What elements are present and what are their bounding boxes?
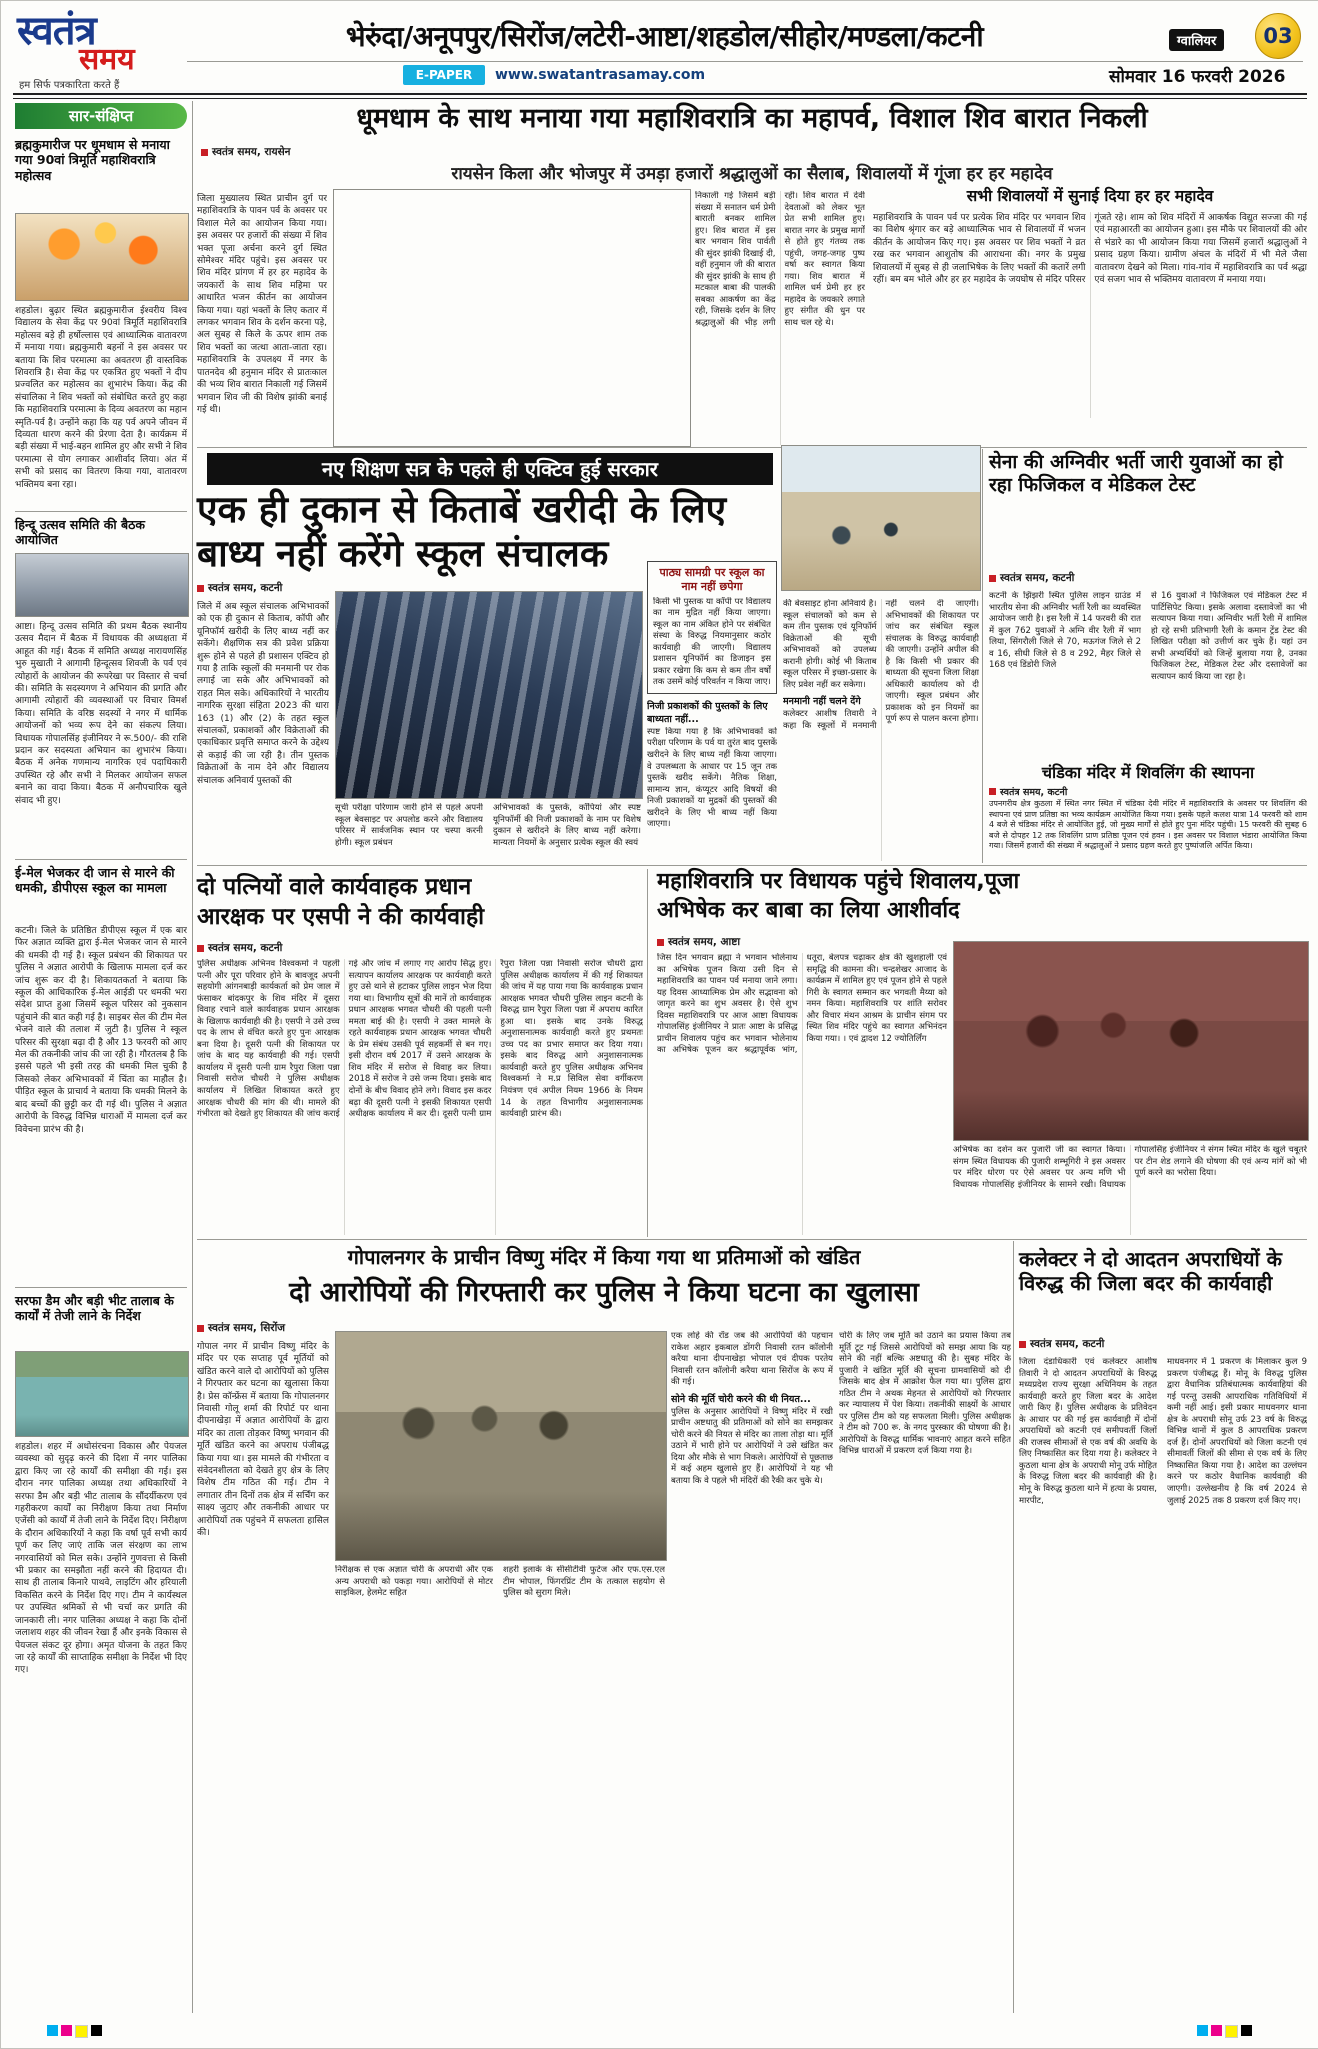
vandal-subhead-gold-idol: सोने की मूर्ति चोरी करने की थी नियत...: [671, 1393, 811, 1405]
sp-headline-line2: आरक्षक पर एसपी ने की कार्यवाही: [197, 904, 485, 930]
collector-headline: कलेक्टर ने दो आदतन अपराधियों के विरुद्ध की जिला बदर की कार्यवाही: [1019, 1247, 1282, 1296]
books-headline-line1: एक ही दुकान से किताबें खरीदी के लिए: [197, 488, 727, 531]
books-private-publishers-body: स्पष्ट किया गया है कि अभिभावकों को परीक्षा परिणाम के पर्व या तुरंत बाद पुस्तकें खरीदने के लिए बाध्य नहीं किया जाएगा। वे उपलब्धता के आधार पर 15 जून तक पुस्तकें खरीद सकेंगे। नैतिक शिक्षा, सामान्य ज्ञान, कंप्यूटर आदि विषयों की निजी प्रकाशकों या मुद्रकों की पुस्तकों की खरीदने के लिए भी बाध्य नहीं किया जाएगा।: [647, 726, 777, 830]
website-link[interactable]: www.swatantrasamay.com: [495, 67, 706, 83]
pond-inspection-photo: [15, 1351, 189, 1437]
registration-marks-cmyk-right: [1197, 2025, 1252, 2038]
books-rule-box-title: पाठ्य सामग्री पर स्कूल का नाम नहीं छपेगा: [659, 566, 765, 593]
divider: [982, 449, 983, 863]
books-subhead-private-publishers: निजी प्रकाशकों की पुस्तकों के लिए बाध्यता नहीं...: [647, 700, 768, 725]
sidebar-body-brahmakumari: शहडोल। बुढ़ार स्थित ब्रह्मकुमारीज ईश्वरीय विश्व विद्यालय के सेवा केंद्र पर 90वां त्रिमूर्ति महाशिवरात्रि महोत्सव बड़े ही हर्षोल्लास एवं आध्यात्मिक वातावरण में मनाया गया। ब्रह्मकुमारी बहनों ने इस अवसर पर बताया कि शिव परमात्मा का अवतरण ही वास्तविक शिवरात्रि है। सेवा केंद्र पर एकत्रित हुए भक्तों ने दीप प्रज्वलित कर महोत्सव का शुभारंभ किया। केंद्र की संचालिका ने शिव भक्तों को संबोधित करते हुए कहा कि महाशिवरात्रि परमात्मा के दिव्य अवतरण का महान स्मृति-पर्व है। उन्होंने कहा कि यह पर्व अपने जीवन में दिव्यता धारण करने की प्रेरणा देता है। कार्यक्रम में बड़ी संख्या में भाई-बहन शामिल हुए और सभी ने शिव परमात्मा से योग लगाकर आशीर्वाद लिया। अंत में सभी को प्रसाद का वितरण किया गया, वातावरण भक्तिमय बना रहा।: [15, 306, 187, 490]
byline-text: स्वतंत्र समय, कटनी: [1000, 787, 1068, 798]
sp-byline: [197, 941, 282, 955]
sidebar-headline-sarfa-dam: सरफा डैम और बड़ी भीट तालाब के कार्यों में तेजी लाने के निर्देश: [15, 1293, 174, 1324]
shiv-col1: जिला मुख्यालय स्थित प्राचीन दुर्ग पर महाशिवरात्रि के पावन पर्व के अवसर पर विशाल मेले का आयोजन किया गया। इस अवसर पर हजारों की संख्या में शिव भक्त पूजा अर्चना करने दुर्ग स्थित सोमेश्वर मंदिर पहुंचे। इस अवसर पर शिव मंदिर प्रांगण में हर हर महादेव के जयकारों के साथ शिव महिमा पर आधारित भजन कीर्तन का आयोजन किया गया। यहां भक्तों के लिए कतार में लगकर भगवान शिव के दर्शन करना पड़े, अल सुबह से किले के ऊपर शाम तक शिव भक्तों का जत्था आता-जाता रहा। महाशिवरात्रि के उपलक्ष्य में नगर के पातनदेव श्री हनुमान मंदिर से प्रातःकाल की भव्य शिव बारात निकाली गई जिसमें भगवान शिव जी की विशेष झांकी बनाई गई थी।: [197, 194, 327, 415]
collector-col2: माधवनगर में 1 प्रकरण के मिलाकर कुल 9 प्रकरण पंजीबद्ध हैं। मोनू के विरुद्ध पुलिस द्वारा वैधानिक प्रतिबंधात्मक कार्यवाहियां की गई परन्तु उसकी आपराधिक गतिविधियों में कमी नहीं आई। इसी प्रकार माधवनगर थाना क्षेत्र के अपराधी सोनू उर्फ 23 वर्ष के विरुद्ध विभिन्न थानों में कुल 8 आपराधिक प्रकरण दर्ज हैं। दोनों अपराधियों को जिला कटनी एवं सीमावर्ती जिलों की सीमा से एक वर्ष के लिए निष्कासित किया गया है। आदेश का उल्लंघन करने पर कठोर वैधानिक कार्यवाही की जाएगी। उल्लेखनीय है कि वर्ष 2024 से जुलाई 2025 तक 8 प्रकरण दर्ज किए गए।: [1167, 1357, 1307, 1506]
byline-text: स्वतंत्र समय, कटनी: [1030, 1338, 1105, 1350]
byline-text: स्वतंत्र समय, कटनी: [208, 582, 283, 594]
divider: [197, 865, 1307, 866]
sidebar-section-title: सार-संक्षिप्त: [15, 103, 187, 129]
logo-word-top: स्वतंत्र: [17, 8, 96, 54]
byline-text: स्वतंत्र समय, सिरोंज: [208, 1322, 286, 1334]
vandal-kicker: गोपालनगर के प्राचीन विष्णु मंदिर में किया गया था प्रतिमाओं को खंडित: [347, 1245, 861, 1269]
byline-marker: [1019, 1341, 1026, 1348]
byline-marker: [989, 575, 996, 582]
hindu-utsav-meeting-photo: [15, 553, 189, 617]
vandal-under-photo-col2: शहरी इलाके के सीसीटीवी फुटेज और एफ.एस.एल टीम भोपाल, फिंगरप्रिंट टीम के तत्काल सहयोग से पुलिस को सुराग मिले।: [503, 1565, 665, 1599]
shiv-col2: निकाली गई जिसमें बड़ी संख्या में सनातन धर्म प्रेमी बाराती बनकर शामिल हुए। शिव बारात में इस बार भगवान शिव पार्वती की सुंदर झांकी दिखाई दी, वहीं हनुमान जी की बारात की सुंदर झांकी के साथ ही मटकाल बाबा की पालकी सबका आकर्षण का केंद्र रही, जिसके दर्शन के लिए श्रद्धालुओं की भीड़ लगी रही। शिव बारात में देवी देवताओं को लेकर भूत प्रेत सभी शामिल हुए। बारात नगर के प्रमुख मार्गों से होते हुए गंतव्य तक पहुंची, जगह-जगह पुष्प वर्षा कर स्वागत किया गया। शिव बारात में शामिल धर्म प्रेमी हर हर महादेव के जयकारे लगाते हुए संगीत की धुन पर साथ चल रहे थे।: [695, 191, 865, 329]
sp-headline-line1: दो पत्नियों वाले कार्यवाहक प्रधान: [197, 874, 472, 900]
books-col3: [647, 561, 777, 861]
books-kicker: नए शिक्षण सत्र के पहले ही एक्टिव हुई सरकार: [207, 453, 773, 485]
books-headline-line2: बाध्य नहीं करेंगे स्कूल संचालक: [197, 532, 609, 575]
registration-marks-cmyk-left: [47, 2025, 102, 2038]
byline-marker: [989, 788, 996, 795]
army-recruitment-photo: [781, 445, 981, 591]
byline-marker: [201, 149, 208, 156]
books-col1: जिले में अब स्कूल संचालक अभिभावकों को एक ही दुकान से किताब, कॉपी और यूनिफॉर्म खरीदी के लिए बाध्य नहीं कर सकेंगे। शैक्षणिक सत्र की प्रवेश प्रक्रिया शुरू होने से पहले ही प्रशासन एक्टिव हो गया है ताकि स्कूलों की मनमानी पर रोक लगाई जा सके और अभिभावकों को राहत मिल सके। अधिकारियों ने भारतीय नागरिक सुरक्षा संहिता 2023 की धारा 163 (1) और (2) के तहत स्कूल संचालकों, प्रकाशकों और विक्रेताओं की एकाधिकार प्रवृत्ति समाप्त करने के उद्देश्य से कड़ाई की जा रही है। तीन पुस्तक विक्रेताओं के नाम देने और विद्यालय संचालक अनिवार्य पुस्तकों की: [197, 602, 329, 786]
divider: [15, 859, 187, 860]
sidebar-headline-hindu-utsav: हिन्दू उत्सव समिति की बैठक आयोजित: [15, 517, 145, 548]
books-manmani-body: कलेक्टर आशीष तिवारी ने कहा कि स्कूलों में मनमानी नहीं चलने दी जाएगी। अभिभावकों की शिकायत पर जांच कर संबंधित स्कूल संचालक के विरुद्ध कार्यवाही की जाएगी। उन्होंने अपील की है कि किसी भी प्रकार की बाध्यता की सूचना जिला शिक्षा अधिकारी कार्यालय को दी जाएगी। स्कूल प्रबंधन और प्रकाशक को इन नियमों का पूर्ण रूप से पालन करना होगा।: [783, 599, 979, 731]
army-col2: से 16 युवाओं ने फिजिकल एवं मेडिकल टेस्ट में पार्टिसिपेट किया। इसके अलावा दस्तावेजों का भी सत्यापन किया गया। अग्निवीर भर्ती रैली में शामिल हो रहे सभी प्रतिभागी रैली के कमान ट्रेंड टेस्ट की लिखित परीक्षा को उत्तीर्ण कर चुके हैं। यहां उन सभी अभ्यर्थियों को जिन्हें बुलाया गया है, उनका फिजिकल टेस्ट, मेडिकल टेस्ट और दस्तावेजों का सत्यापन कार्य किया जा रहा है।: [1151, 591, 1307, 682]
collector-byline: [1019, 1337, 1104, 1351]
mla-col1: जिस दिन भगवान ब्रह्मा ने भगवान भोलेनाथ का अभिषेक पूजन किया उसी दिन से महाशिवरात्रि का पावन पर्व मनाया जाने लगा। यह दिवस आध्यात्मिक प्रेम और सद्भावना को जागृत करने का शुभ अवसर है। ऐसे शुभ दिवस महाशिवरात्रि पर आज आष्टा विधायक गोपालसिंह इंजीनियर ने प्रातः आष्टा के प्रसिद्ध प्राचीन शिवालय पहुंच कर भगवान भोलेनाथ का अभिषेक पूजन कर श्रद्धापूर्वक भांग, धतूरा, बेलपत्र चढ़ाकर क्षेत्र की खुशहाली एवं समृद्धि की कामना की। चन्द्रशेखर आजाद के कार्यक्रम में शामिल हुए एवं पूजन होने से पहले गिरी के स्वागत सम्मान कर भगवती मैय्या को नमन किया। महाशिवरात्रि पर शांति सरोवर और विचार मंथन आश्रम के प्राचीन संगम पर स्थित शिव मंदिर पहुंचे का स्वागत अभिनंदन किया गया। । एवं द्वादश 12 ज्योतिर्लिंग: [657, 953, 947, 1056]
divider: [187, 61, 1303, 62]
shiv-sidebox-headline: सभी शिवालयों में सुनाई दिया हर हर महादेव: [966, 187, 1214, 205]
divider: [647, 869, 648, 1237]
chandika-byline: [989, 785, 1067, 798]
books-photo: [335, 591, 643, 799]
byline-text: स्वतंत्र समय, कटनी: [208, 942, 283, 954]
byline-text: स्वतंत्र समय, कटनी: [1000, 572, 1075, 584]
tagline: हम सिर्फ पत्रकारिता करते हैं: [19, 80, 120, 91]
divider: [197, 1239, 1307, 1240]
shiv-procession-photo: [333, 189, 691, 447]
chandika-headline: चंडिका मंदिर में शिवलिंग की स्थापना: [1041, 763, 1255, 782]
shiv-sidebox-body: महाशिवरात्रि के पावन पर्व पर प्रत्येक शिव मंदिर पर भगवान शिव का विशेष श्रृंगार कर बड़े आध्यात्मिक भाव से शिवालयों में भजन कीर्तन के आयोजन किए गए। इस अवसर पर शिव भक्तों ने व्रत रख कर भगवान आशुतोष की आराधना की। नगर के प्रमुख शिवालयों में सुबह से ही जलाभिषेक के लिए भक्तों की कतारें लगी रहीं। बम बम भोले और हर हर महादेव के जयघोष से मंदिर परिसर गूंजते रहे। शाम को शिव मंदिरों में आकर्षक विद्युत सज्जा की गई एवं महाआरती का आयोजन हुआ। इस मौके पर शिवालयों की ओर से भंडारे का भी आयोजन किया गया जिसमें हजारों श्रद्धालुओं ने प्रसाद ग्रहण किया। ग्रामीण अंचल के मंदिरों में भी मेले जैसा वातावरण देखने को मिला। गांव-गांव में महाशिवरात्रि का पर्व श्रद्धा एवं सजग भाव से भक्तिमय वातावरण में मनाया गया।: [873, 212, 1307, 285]
shiv-subhead: रायसेन किला और भोजपुर में उमड़ा हजारों श्रद्धालुओं का सैलाब, शिवालयों में गूंजा हर हर महादेव: [451, 164, 1053, 184]
byline-text: स्वतंत्र समय, आष्टा: [668, 936, 741, 948]
vandal-col1: गोपाल नगर में प्राचीन विष्णु मंदिर के मंदिर पर एक सप्ताह पूर्व मूर्तियों को खंडित करने वाले दो आरोपियों को पुलिस ने गिरफ्तार कर घटना का खुलासा किया है। प्रेस कॉन्फ्रेंस में बताया कि गोपालनगर निवासी गोलू शर्मा की रिपोर्ट पर थाना दीपनाखेड़ा में अज्ञात आरोपियों के द्वारा मंदिर का ताला तोड़कर विष्णु भगवान की मूर्ति खंडित करने का अपराध पंजीबद्ध किया गया था। इस मामले की गंभीरता व संवेदनशीलता को देखते हुए क्षेत्र के लिए विशेष टीम गठित की गई। टीम ने लगातार तीन दिनों तक क्षेत्र में सर्चिंग कर साक्ष्य जुटाए और तकनीकी आधार पर आरोपियों तक पहुंचने में सफलता हासिल की।: [197, 1342, 329, 1539]
sidebar-headline-email-threat: ई-मेल भेजकर दी जान से मारने की धमकी, डीपीएस स्कूल का मामला: [15, 865, 175, 896]
edition-label: ग्वालियर: [1169, 29, 1224, 51]
shiv-headline: धूमधाम के साथ मनाया गया महाशिवरात्रि का महापर्व, विशाल शिव बारात निकली: [356, 103, 1148, 134]
mla-col2: अभिषेक का दर्शन कर पुजारी जी का स्वागत किया। संगम स्थित विधायक की पुजारी शम्भूगिरी ने इस अवसर पर मंदिर धोरण पर ऐसे अवसर पर अन्य मणि भी विधायक गोपालसिंह इंजीनियर के सामने रखी। विधायक गोपालसिंह इंजीनियर ने संगम स्थित मंदिर के खुले चबूतरे पर टीन शेड लगाने की घोषणा की एवं अन्य मांगें को भी पूर्ण करने का भरोसा दिया।: [953, 1145, 1307, 1190]
army-col1: कटनी के झिंझरी स्थित पुलिस लाइन ग्राउंड में भारतीय सेना की अग्निवीर भर्ती रैली का व्यवस्थित आयोजन जारी है। इस रैली में 14 फरवरी की रात में कुल 762 युवाओं ने अग्नि वीर रैली में भाग लिया, सिंगरौली जिले से 70, मऊगंज जिले से 2 व 16, सीधी जिले से 8 व 292, मैहर जिले से 168 एवं डिंडोरी जिले: [989, 591, 1141, 671]
police-disclosure-photo: [335, 1331, 667, 1561]
divider: [15, 1287, 187, 1288]
header-rule: [13, 93, 1307, 99]
divider: [192, 101, 193, 2013]
byline-marker: [197, 585, 204, 592]
epaper-badge[interactable]: E-PAPER: [403, 65, 485, 85]
divider: [15, 511, 187, 512]
divider: [1013, 1241, 1014, 2013]
brahmakumari-event-photo: [15, 213, 189, 301]
page-number-badge: 03: [1255, 13, 1301, 59]
sp-body-columns: पुलिस अधीक्षक अभिनव विश्वकर्मा ने पहली पत्नी और पूरा परिवार होने के बावजूद अपनी सहयोगी आंगनबाड़ी कार्यकर्ता को प्रेम जाल में फंसाकर बांदकपुर के शिव मंदिर में दूसरा विवाह रचाने वाले कार्यवाहक प्रधान आरक्षक के खिलाफ कार्यवाही की है। एसपी ने उसे उच्च पद के लाभ से वंचित करते हुए पुनः आरक्षक बना दिया है। दूसरी पत्नी की शिकायत पर जांच के बाद यह कार्यवाही की गई। एसपी कार्यालय में दूसरी पत्नी ग्राम रैपुरा जिला पन्ना निवासी सरोज चौधरी ने पुलिस अधीक्षक कार्यालय में लिखित शिकायत करते हुए आरक्षक चौधरी की मांग की थी। मामले की गंभीरता को देखते हुए शिकायत की जांच कराई गई और जांच में लगाए गए आरोप सिद्ध हुए। सत्यापन कार्यालय आरक्षक पर कार्यवाही करते हुए उसे थाने से हटाकर पुलिस लाइन भेज दिया गया था। विभागीय सूत्रों की मानें तो कार्यवाहक प्रधान आरक्षक भगवत चौधरी की पहली पत्नी ममता बाई की है। एसपी ने उक्त मामले के रहते कार्यवाहक प्रधान आरक्षक भगवत चौधरी के प्रेम संबंध उसकी पूर्व सहकर्मी से बन गए। इसी दौरान वर्ष 2017 में उसने आरक्षक के शिव मंदिर में सरोज से विवाह कर लिया। 2018 में सरोज ने उसे जन्म दिया। इसके बाद दोनों के बीच विवाद होने लगे। विवाद इस कदर बढ़ा की दूसरी पत्नी ने इसकी शिकायत एसपी अधीक्षक कार्यालय में कर दी। दूसरी पत्नी ग्राम रैपुरा जिला पन्ना निवासी सरोज चौधरी द्वारा पुलिस अधीक्षक कार्यालय में की गई शिकायत की जांच में यह पाया गया कि कार्यवाहक प्रधान आरक्षक भगवत चौधरी पुलिस लाइन कटनी के विरुद्ध ग्राम रैपुरा जिला पन्ना में अपराध कारित हुआ था। इसके बाद उनके विरुद्ध अनुशासनात्मक कार्यवाही करते हुए प्रथमतः उच्च पद का प्रभार समाप्त कर दिया गया। इसके बाद विरुद्ध आगे अनुशासनात्मक कार्यवाही करते हुए पुलिस अधीक्षक अभिनव विश्वकर्मा ने म.प्र सिविल सेवा वर्गीकरण नियंत्रण एवं अपील नियम 1966 के नियम 14 के तहत विभागीय अनुशासनात्मक कार्यवाही प्रारंभ की।: [197, 959, 643, 1120]
books-under-photo-col2: अभिभावकों के पुस्तकें, कॉपियां और स्पष्ट यूनिफॉर्मी की निजी प्रकाशकों के नाम पर विशेष दुकान से खरीदने के लिए बाध्य नहीं करेगा। मान्यता नियमों के अनुसार प्रत्येक स्कूल की स्वयं: [493, 803, 641, 848]
mla-group-photo: [953, 941, 1309, 1141]
mla-byline: [657, 935, 740, 949]
books-rule-box-body: किसी भी पुस्तक या कॉपी पर विद्यालय का नाम मुद्रित नहीं किया जाएगा। स्कूल का नाम अंकित होने पर संबंधित संस्था के विरुद्ध नियमानुसार कठोर कार्यवाही की जाएगी। विद्यालय प्रशासन यूनिफॉर्म का डिजाइन इस प्रकार रखेगा कि कम से कम तीन वर्षों तक उसमें कोई परिवर्तन न किया जाए।: [653, 596, 771, 688]
books-under-photo-col1: सूची परीक्षा परिणाम जारी होने से पहले अपनी स्कूल बेवसाइट पर अपलोड करने और विद्यालय परिसर में सार्वजनिक स्थान पर चस्पा करनी होगी। स्कूल प्रबंधन: [335, 803, 483, 848]
byline-marker: [197, 945, 204, 952]
shiv-sidebox: [873, 187, 1307, 445]
vandal-col4-top: एक लोहे की रॉड जब की आरोपियों की पहचान राकेश अहार इकबाल डोंगरी निवासी रतन कॉलोनी करैया थाना दीपनाखेड़ा भोपाल एवं दीपक परतेय निवासी रतन कॉलोनी करैया थाना सिरोंज के रूप में की गई।: [671, 1331, 833, 1388]
issue-date: सोमवार 16 फरवरी 2026: [1109, 67, 1286, 87]
mla-headline-line1: महाशिवरात्रि पर विधायक पहुंचे शिवालय,पूजा: [657, 869, 1020, 894]
sidebar-body-email-threat: कटनी। जिले के प्रतिष्ठित डीपीएस स्कूल में एक बार फिर अज्ञात व्यक्ति द्वारा ई-मेल भेजकर जान से मारने की धमकी दी गई है। स्कूल प्रबंधन की शिकायत पर पुलिस ने अज्ञात आरोपी के खिलाफ मामला दर्ज कर जांच शुरू कर दी है। शिकायतकर्ता ने बताया कि स्कूल की आधिकारिक ई-मेल आईडी पर धमकी भरा संदेश प्राप्त हुआ जिसमें स्कूल परिसर को नुकसान पहुंचाने की बात कही गई है। साइबर सेल की टीम मेल भेजने वाले की तलाश में जुटी है। पुलिस ने स्कूल परिसर की सुरक्षा बढ़ा दी है और 13 फरवरी को आए मेल की तकनीकी जांच की जा रही है। गौरतलब है कि इससे पहले भी इसी तरह की धमकी मिल चुकी है जिसको लेकर अभिभावकों में चिंता का माहौल है। पीड़ित स्कूल के प्राचार्य ने बताया कि धमकी मिलने के बाद बच्चों की छुट्टी कर दी गई थी। पुलिस ने अज्ञात आरोपी के विरुद्ध विभिन्न धाराओं में मामला दर्ज कर विवेचना प्रारंभ की है।: [15, 926, 187, 1135]
books-col4: [783, 599, 979, 861]
divider: [197, 447, 1307, 448]
vandal-headline: दो आरोपियों की गिरफ्तारी कर पुलिस ने किया घटना का खुलासा: [289, 1277, 919, 1308]
chandika-body: उपनगरीय क्षेत्र कुठला में स्थित नगर स्थित में चंडिका देवी मंदिर में महाशिवरात्रि के अवसर पर शिवलिंग की स्थापना एवं प्राण प्रतिष्ठा का भव्य कार्यक्रम आयोजित किया गया। इसके पहले कलश यात्रा 14 फरवरी को शाम 4 बजे से चंडिका मंदिर से आयोजित हुई, जो मुख्य मार्गों से होते हुए पुनः मंदिर पहुंची। 15 फरवरी की सुबह 6 बजे से दोपहर 12 तक शिवलिंग प्राण प्रतिष्ठा पूजन एवं हवन । इस अवसर पर विशाल भंडारा आयोजित किया गया। जिसमें हजारों की संख्या में श्रद्धालुओं ने प्रसाद ग्रहण करते हुए पुष्पांजलि अर्पित किया।: [989, 799, 1307, 851]
logo-word-bottom: समय: [79, 42, 135, 77]
mla-headline-line2: अभिषेक कर बाबा का लिया आशीर्वाद: [657, 898, 960, 923]
army-byline: [989, 571, 1074, 585]
vandal-col5: चोरी के लिए जब मूर्ति को उठाने का प्रयास किया तब मूर्ति टूट गई जिससे आरोपियों को समझ आया कि यह सोने की नहीं बल्कि अष्टधातु की है। सुबह मंदिर के पुजारी ने खंडित मूर्ति की सूचना ग्रामवासियों को दी जिसके बाद क्षेत्र में आक्रोश फैल गया था। पुलिस द्वारा गठित टीम ने अथक मेहनत से आरोपियों को गिरफ्तार कर न्यायालय में पेश किया। तकनीकी साक्ष्यों के आधार पर पुलिस टीम को यह सफलता मिली। पुलिस अधीक्षक ने टीम को 700 रू. के नगद पुरस्कार की घोषणा की है। आरोपियों के विरुद्ध धार्मिक भावनाएं आहत करने सहित विभिन्न धाराओं में प्रकरण दर्ज किया गया है।: [839, 1331, 1011, 1457]
vandal-col4: [671, 1331, 833, 2007]
byline-marker: [197, 1325, 204, 1332]
books-subhead-manmani: मनमानी नहीं चलने देंगे: [783, 696, 861, 708]
books-byline: [197, 581, 282, 595]
sidebar-body-hindu-utsav: आष्टा। हिन्दू उत्सव समिति की प्रथम बैठक स्थानीय उत्सव मैदान में बैठक में विधायक की अध्यक्षता में आहूत की गई। बैठक में समिति अध्यक्ष नारायणसिंह भुरु मुखाती ने आगामी हिन्दूत्सव शिवजी के पर्व एवं त्योहारों के आयोजन की रूपरेखा पर विस्तार से चर्चा की। समिति के सदस्यगण ने अभियान की प्रगति और आगामी त्योहारों की व्यवस्थाओं पर विचार विमर्श किया। समिति के वरिष्ठ सदस्यों ने नगर में धार्मिक आयोजनों को भव्य रूप देने का संकल्प लिया। विधायक गोपालसिंह इंजीनियर ने रू.500/- की राशि प्रदान कर सदस्यता अभियान का शुभारंभ किया। बैठक में अनेक गणमान्य नागरिक एवं पदाधिकारी उपस्थित रहे और सभी ने मिलकर आयोजन सफल बनाने का वादा किया। बैठक में अनौपचारिक खुले संवाद भी हुए।: [15, 622, 187, 806]
sidebar-body-sarfa-dam: शहडोल। शहर में अधोसंरचना विकास और पेयजल व्यवस्था को सुदृढ़ करने की दिशा में नगर पालिका द्वारा किए जा रहे कार्यों की समीक्षा की गई। इस दौरान नगर पालिका अध्यक्ष तथा अधिकारियों ने सरफा डैम और बड़ी भीट तालाब के सौंदर्यीकरण एवं गहरीकरण कार्यों का निरीक्षण किया तथा निर्माण एजेंसी को कार्यों में तेजी लाने के निर्देश दिए। निरीक्षण के दौरान अधिकारियों ने कहा कि वर्षा पूर्व सभी कार्य पूर्ण कर लिए जाएं ताकि जल संरक्षण का लाभ नगरवासियों को मिल सके। उन्होंने गुणवत्ता से किसी भी प्रकार का समझौता नहीं करने की हिदायत दी। साथ ही तालाब किनारे पाथवे, लाइटिंग और हरियाली विकसित करने के निर्देश दिए गए। टीम ने कार्यस्थल पर उपस्थित श्रमिकों से भी चर्चा कर प्रगति की जानकारी ली। नगर पालिका अध्यक्ष ने कहा कि दोनों जलाशय शहर की जीवन रेखा हैं और इनके विकास से पेयजल संकट दूर होगा। अमृत योजना के तहत किए जा रहे कार्यों की साप्ताहिक समीक्षा के निर्देश भी दिए गए।: [15, 1442, 187, 1676]
collector-col1: जिला दंडाधिकारी एवं कलेक्टर आशीष तिवारी ने दो आदतन अपराधियों के विरुद्ध मध्यप्रदेश राज्य सुरक्षा अधिनियम के तहत कार्यवाही करते हुए जिला बदर के आदेश जारी किए हैं। पुलिस अधीक्षक के प्रतिवेदन के आधार पर की गई इस कार्यवाही में दोनों अपराधियों को कटनी एवं समीपवर्ती जिलों की राजस्व सीमाओं से एक वर्ष की अवधि के लिए निष्कासित कर दिया गया है। कलेक्टर ने कुठला थाना क्षेत्र के अपराधी मोनू उर्फ मोहित के विरुद्ध जिला बदर की कार्यवाही की है। मोनू के विरुद्ध कुठला थाने में हत्या के प्रयास, मारपीट,: [1019, 1357, 1157, 1506]
army-headline: सेना की अग्निवीर भर्ती जारी युवाओं का हो रहा फिजिकल व मेडिकल टेस्ट: [989, 451, 1283, 497]
books-rule-box: [647, 561, 777, 694]
sidebar-headline-brahmakumari: ब्रह्मकुमारीज पर धूमधाम से मनाया गया 90वां त्रिमूर्ति महाशिवरात्रि महोत्सव: [15, 137, 170, 183]
vandal-gold-body: पुलिस के अनुसार आरोपियों ने विष्णु मंदिर में रखी प्राचीन अष्टधातु की प्रतिमाओं को सोने का समझकर चोरी करने की नियत से मंदिर का ताला तोड़ा था। मूर्ति उठाने में भारी होने पर आरोपियों ने उसे खंडित कर दिया और मौके से भाग निकले। आरोपियों से पूछताछ में कई अहम खुलासे हुए हैं। आरोपियों ने यह भी बताया कि वे पहले भी मंदिरों की रैकी कर चुके थे।: [671, 1406, 833, 1487]
vandal-under-photo-col1: निरीक्षक से एक अज्ञात चोरी के अपराधी और एक अन्य अपराधी को पकड़ा गया। आरोपियों से मोटर साइकिल, हेलमेट सहित: [335, 1565, 493, 1599]
newspaper-logo: [17, 8, 185, 77]
books-col4-top: की बेवसाइट होना अनिवार्य है। स्कूल संचालकों को कम से कम तीन पुस्तक एवं यूनिफॉर्म विक्रेताओं की सूची अभिभावकों को उपलब्ध करानी होगी। कोई भी किताब स्कूल परिसर में इच्छा-प्रसार के लिए प्रवेश नहीं कर सकेगा।: [783, 599, 877, 690]
vandal-byline: [197, 1321, 285, 1335]
cities-strip: भेरुंदा/अनूपपुर/सिरोंज/लटेरी-आष्टा/शहडोल/सीहोर/मण्डला/कटनी: [345, 20, 984, 53]
shiv-byline: [201, 145, 291, 159]
byline-text: स्वतंत्र समय, रायसेन: [212, 146, 291, 158]
byline-marker: [657, 939, 664, 946]
